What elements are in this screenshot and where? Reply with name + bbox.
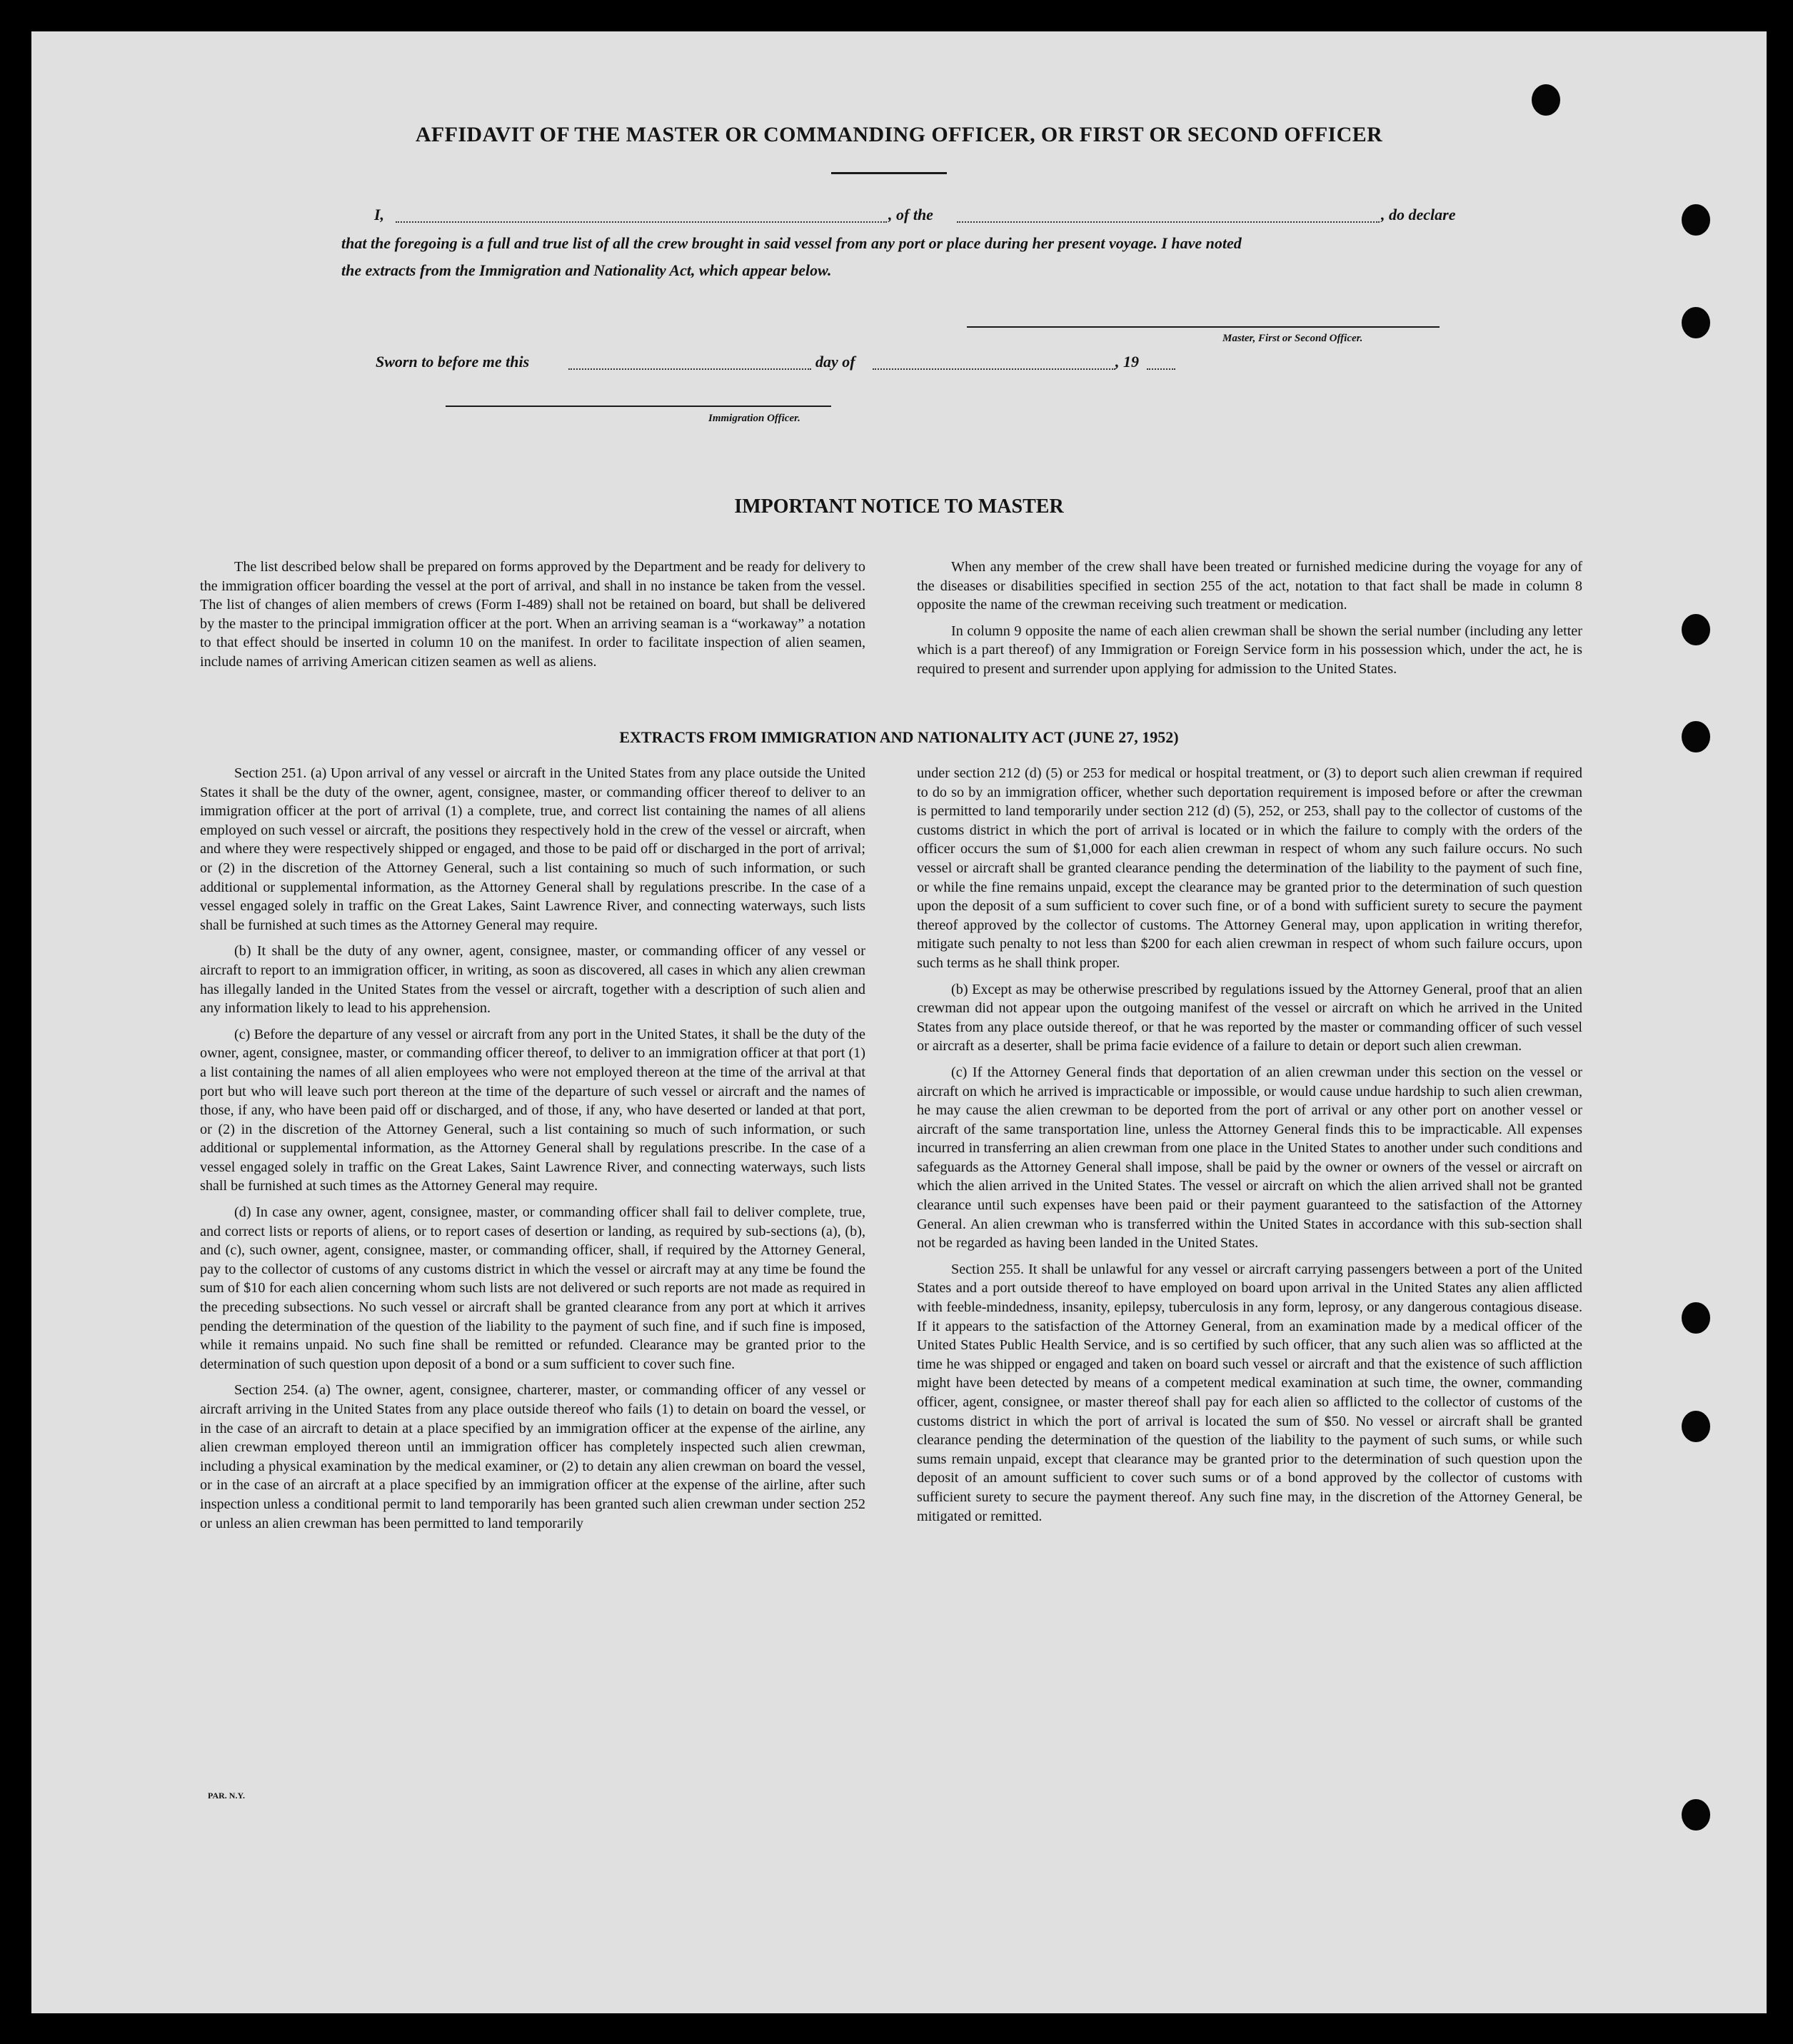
declarant-name-field[interactable] bbox=[396, 221, 887, 223]
section-paragraph: Section 255. It shall be unlawful for any vessel or aircraft carrying passengers between a port of the United States and a port outside thereof to have employed on board upon arrival in the United States any alien afflicted with feeble-mindedness, insanity, epilepsy, tuberculosis in any form, leprosy, or any dangerous contagious disease. If it appears to the satisfaction of the Attorney General, from an examination made by a medical officer of the United States Public Health Service, and is so certified by such officer, that any such alien was so afflicted at the time he was shipped or engaged and taken on board such vessel or aircraft and that the existence of such affliction might have been detected by means of a competent medical examination at such time, the owner, commanding officer, agent, consignee, or master thereof shall pay for each alien so afflicted to the collector of customs of the customs district in which the port of arrival is located the sum of $50. No vessel or aircraft shall be granted clearance pending the determination of the question of the liability to the payment of such sums, or while such sums remain unpaid, except that clearance may be granted prior to the determination of such question upon the deposit of an amount sufficient to cover such sums or of a bond approved by the collector of customs with sufficient surety to secure the payment thereof. Any such fine may, in the discretion of the Attorney General, be mitigated or remitted. bbox=[917, 1261, 1582, 1524]
master-signature-caption: Master, First or Second Officer. bbox=[1222, 333, 1363, 344]
day-of-label: day of bbox=[815, 353, 855, 371]
notice-paragraph: The list described below shall be prepared on forms approved by the Department and be ready for delivery to the immigration officer boarding the vessel at the port of arrival, and shall in no instance be taken from the vessel. The list of changes of alien members of crews (Form I-489) shall not be retained on board, but shall be delivered by the master to the principal immigration officer at the port. When an arriving seaman is a “workaway” a notation to that effect should be inserted in column 10 on the manifest. In order to facilitate inspection of alien seamen, include names of arriving American citizen seamen as well as aliens. bbox=[200, 559, 865, 670]
section-paragraph: (b) It shall be the duty of any owner, agent, consignee, master, or commanding officer of any vessel or aircraft to report to an immigration officer, in writing, as soon as discovered, all cases in which any alien crewman has illegally landed in the United States from the vessel or aircraft, together with a description of such alien and any information likely to lead to his apprehension. bbox=[200, 943, 865, 1017]
extracts-title: EXTRACTS FROM IMMIGRATION AND NATIONALITY ACT (JUNE 27, 1952) bbox=[619, 728, 1179, 746]
extracts-left-column bbox=[200, 764, 865, 1540]
section-paragraph: (d) In case any owner, agent, consignee, master, or commanding officer shall fail to deliver complete, true, and correct lists or reports of aliens, or to report cases of desertion or landing, as required by sub-sections (a), (b), and (c), such owner, agent, consignee, master, or commanding officer, shall, if required by the Attorney General, pay to the collector of customs of any customs district in which the vessel or aircraft may at any time be found the sum of $10 for each alien concerning whom such lists are not delivered or such reports are not made as required in the preceding subsections. No such vessel or aircraft shall be granted clearance from any port at which it arrives pending the determination of the question of the liability to the payment of such fine, and if such fine is imposed, while it remains unpaid. No such fine shall be remitted or refunded. Clearance may be granted prior to the determination of such question upon deposit of a bond or a sum sufficient to cover such fine. bbox=[200, 1204, 865, 1372]
punch-hole bbox=[1682, 1411, 1710, 1442]
officer-signature-caption: Immigration Officer. bbox=[708, 413, 800, 424]
notice-paragraph: In column 9 opposite the name of each alien crewman shall be shown the serial number (including any letter which is a part thereof) of any Immigration or Foreign Service form in his possession which, under the act, he is required to present and surrender upon applying for admission to the United States. bbox=[917, 623, 1582, 677]
affidavit-title: AFFIDAVIT OF THE MASTER OR COMMANDING OFFICER, OR FIRST OR SECOND OFFICER bbox=[415, 123, 1383, 146]
section-paragraph: (c) Before the departure of any vessel or aircraft from any port in the United States, it shall be the duty of the owner, agent, consignee, master, or commanding officer thereof, to deliver to an immigration officer at that port (1) a list containing the names of all alien employees who were not employed thereon at the time of the arrival at that port but who will leave such port thereon at the time of the departure of such vessel or aircraft and the names of those, if any, who have been paid off or discharged, and of those, if any, who have deserted or landed at that port, or (2) in the discretion of the Attorney General, such a list containing so much of such information, or such additional or supplemental information, as the Attorney General shall by regulations prescribe. In the case of a vessel engaged solely in traffic on the Great Lakes, Saint Lawrence River, and connecting waterways, such lists shall be furnished at such times as the Attorney General may require. bbox=[200, 1026, 865, 1194]
affidavit-statement-line: that the foregoing is a full and true list of all the crew brought in said vessel from any port or place during her present voyage. I have noted bbox=[341, 234, 1242, 252]
master-signature-line[interactable] bbox=[967, 326, 1440, 328]
punch-hole bbox=[1682, 307, 1710, 338]
punch-hole bbox=[1682, 204, 1710, 236]
affidavit-statement-line: the extracts from the Immigration and Nationality Act, which appear below. bbox=[341, 261, 832, 279]
vessel-name-field[interactable] bbox=[957, 221, 1380, 223]
section-paragraph: (b) Except as may be otherwise prescribed by regulations issued by the Attorney General, proof that an alien crewman did not appear upon the outgoing manifest of the vessel or aircraft on which he arrived in the United States from any place outside thereof, or that he was reported by the master or commanding officer of such vessel or aircraft as a deserter, shall be prima facie evidence of a failure to detain or deport such alien crewman. bbox=[917, 981, 1582, 1054]
notice-title: IMPORTANT NOTICE TO MASTER bbox=[734, 495, 1064, 518]
affidavit-of-the-label: , of the bbox=[888, 206, 933, 223]
notice-paragraph: When any member of the crew shall have been treated or furnished medicine during the voyage for any of the diseases or disabilities specified in section 255 of the act, notation to that fact shall be made in column 8 opposite the name of the crewman receiving such treatment or medication. bbox=[917, 559, 1582, 613]
punch-hole bbox=[1682, 1302, 1710, 1334]
section-paragraph: Section 251. (a) Upon arrival of any vessel or aircraft in the United States from any place outside the United States it shall be the duty of the owner, agent, consignee, master, or commanding officer thereof to deliver to an immigration officer at the port of arrival (1) a complete, true, and correct list containing the names of all aliens employed on such vessel or aircraft, the positions they respectively hold in the crew of the vessel or aircraft, when and where they were respectively shipped or engaged, and those to be paid off or discharged in the port of arrival; or (2) in the discretion of the Attorney General, such a list containing so much of such information, or such additional or supplemental information, as the Attorney General shall by regulations prescribe. In the case of a vessel engaged solely in traffic on the Great Lakes, Saint Lawrence River, and connecting waterways, such lists shall be furnished at such times as the Attorney General may require. bbox=[200, 765, 865, 933]
sworn-day-field[interactable] bbox=[568, 368, 811, 370]
officer-signature-line[interactable] bbox=[446, 406, 831, 407]
sworn-month-field[interactable] bbox=[873, 368, 1115, 370]
notice-left-column bbox=[200, 558, 865, 679]
sworn-label: Sworn to before me this bbox=[376, 353, 530, 371]
section-paragraph: Section 254. (a) The owner, agent, consignee, charterer, master, or commanding officer of any vessel or aircraft arriving in the United States from any place outside thereof who fails (1) to detain on board the vessel, or in the case of an aircraft to detain at a place specified by an immigration officer at the expense of the airline, any alien crewman employed thereon until an immigration officer has completely inspected such alien crewman, including a physical examination by the medical examiner, or (2) to detain any alien crewman on board the vessel, or in the case of an aircraft at a place specified by an immigration officer at the expense of the airline, after such inspection unless a conditional permit to land temporarily has been granted such alien crewman under section 252 or unless an alien crewman has been permitted to land temporarily bbox=[200, 1382, 865, 1531]
punch-hole bbox=[1682, 614, 1710, 645]
section-paragraph: (c) If the Attorney General finds that deportation of an alien crewman under this section on the vessel or aircraft on which he arrived is impracticable or impossible, or would cause undue hardship to such alien crewman, he may cause the alien crewman to be deported from the port of arrival or any other port on another vessel or aircraft of the same transportation line, unless the Attorney General finds this to be impracticable. All expenses incurred in transferring an alien crewman from one place in the United States to another under such conditions and safeguards as the Attorney General shall impose, shall be paid by the owner or owners of the vessel or aircraft on which the alien arrived in the United States. The vessel or aircraft on which the alien arrived shall not be granted clearance until such expenses have been paid or their payment guaranteed to the satisfaction of the Attorney General. An alien crewman who is transferred within the United States in accordance with this sub-section shall not be regarded as having been landed in the United States. bbox=[917, 1064, 1582, 1252]
extracts-right-column bbox=[917, 764, 1582, 1533]
sworn-year-field[interactable] bbox=[1147, 368, 1175, 370]
notice-right-column bbox=[917, 558, 1582, 686]
punch-hole bbox=[1682, 1799, 1710, 1831]
affidavit-i-label: I, bbox=[374, 206, 385, 223]
year-prefix-label: , 19 bbox=[1115, 353, 1139, 371]
section-paragraph: under section 212 (d) (5) or 253 for medical or hospital treatment, or (3) to deport such alien crewman if required to do so by an immigration officer, whether such deportation requirement is imposed before or after the crewman is permitted to land temporarily under section 212 (d) (5), 252, or 253, shall pay to the collector of customs of the customs district in which the port of arrival is located or in which the failure to comply with the orders of the officer occurs the sum of $1,000 for each alien crewman in respect of whom any such failure occurs. No such vessel or aircraft shall be granted clearance pending the determination of the liability to the payment of such fine, or while the fine remains unpaid, except the clearance may be granted prior to the determination of such question upon the deposit of a sum sufficient to cover such fine, or of a bond with sufficient surety to secure the payment thereof approved by the collector of customs. The Attorney General may, upon application in writing therefor, mitigate such penalty to not less than $200 for each alien crewman in respect of whom such failure occurs, upon such terms as he shall think proper. bbox=[917, 765, 1582, 971]
document-page bbox=[31, 31, 1767, 2013]
title-rule bbox=[831, 172, 947, 174]
printer-imprint: PAR. N.Y. bbox=[208, 1791, 246, 1801]
affidavit-do-declare-label: , do declare bbox=[1381, 206, 1456, 223]
punch-hole bbox=[1532, 84, 1560, 116]
